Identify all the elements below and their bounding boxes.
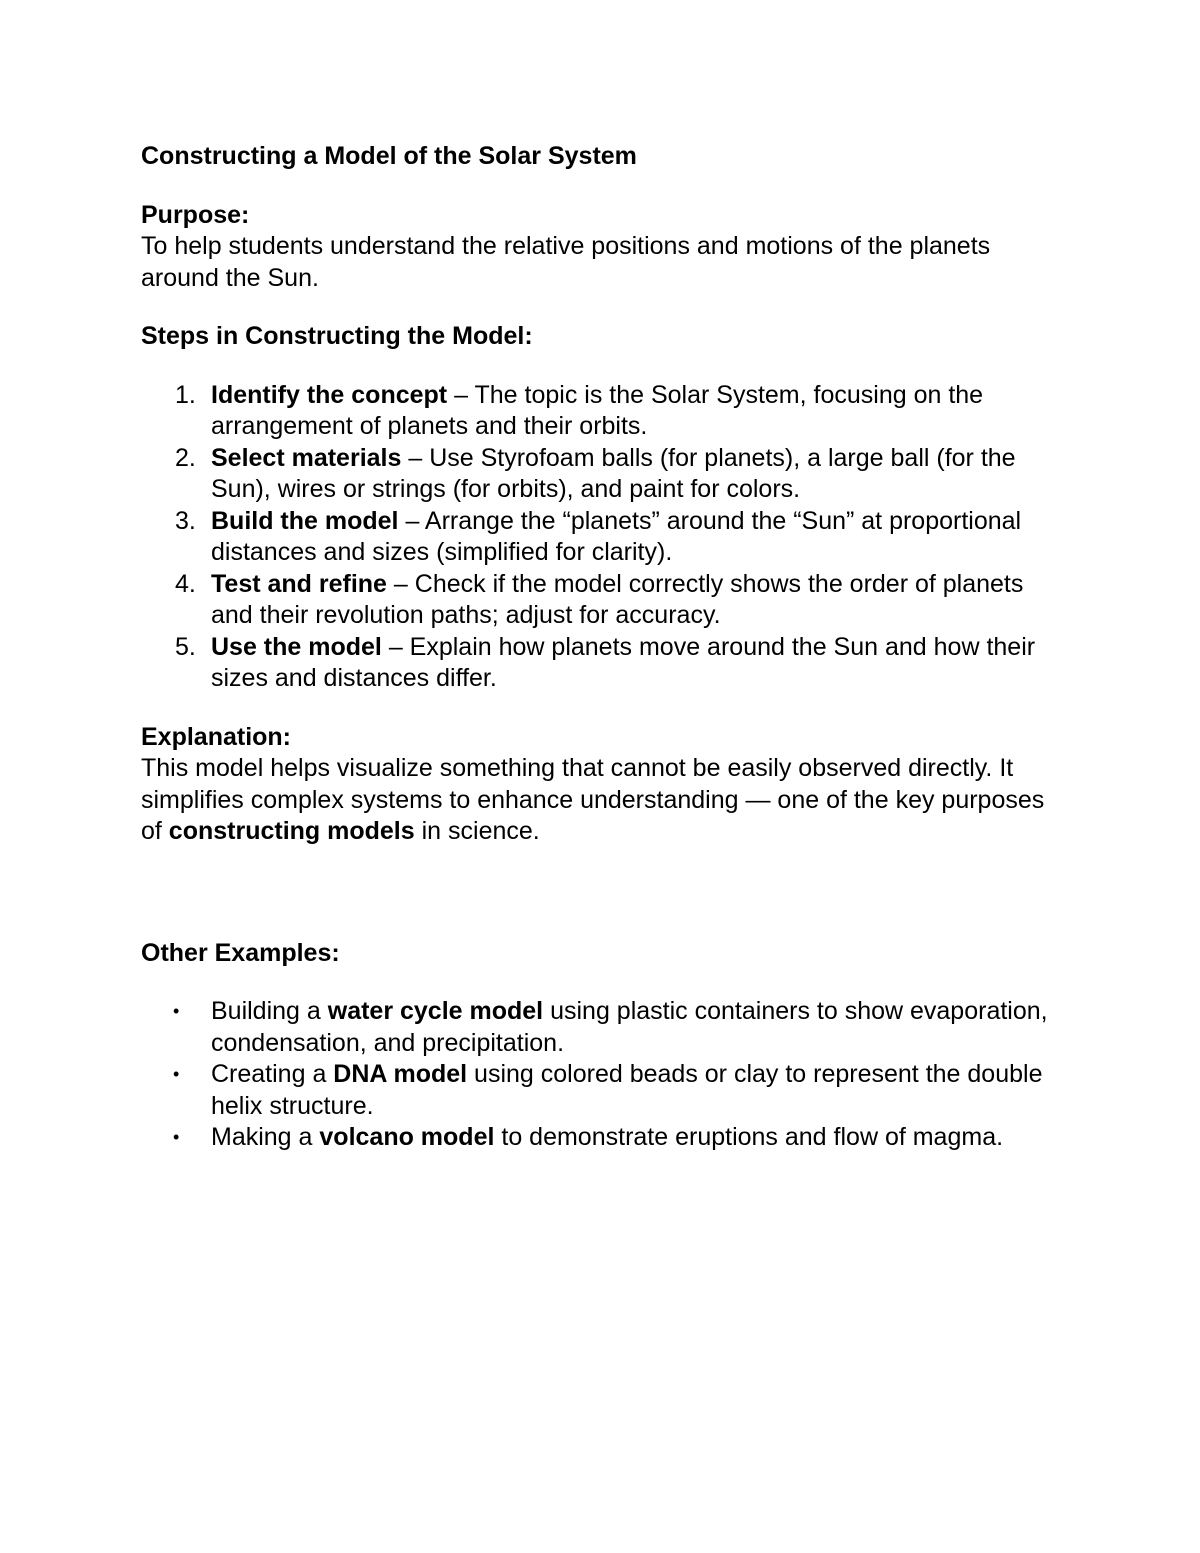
bullet-icon: • (173, 1127, 180, 1147)
example-bold: DNA model (333, 1060, 468, 1088)
example-text-start: Building a (211, 997, 328, 1025)
example-text-end: to demonstrate eruptions and flow of magma. (494, 1123, 1004, 1151)
list-item (141, 1059, 1071, 1122)
example-bold: water cycle model (327, 997, 544, 1025)
step-text: – Use Styrofoam balls (for planets), a large ball (for the Sun), wires or strings (for orbits), and paint for colors. (211, 443, 1016, 503)
examples-list (141, 996, 1071, 1154)
list-item (141, 1122, 1071, 1154)
purpose-text: To help students understand the relative positions and motions of the planets around the Sun. (141, 232, 991, 292)
step-text: – The topic is the Solar System, focusing on the arrangement of planets and their orbits. (211, 380, 984, 440)
list-item (141, 632, 1071, 695)
step-number: 4. (175, 569, 196, 598)
purpose-heading: Purpose: (141, 200, 250, 229)
step-number: 2. (175, 443, 196, 472)
step-number: 3. (175, 506, 196, 535)
step-title: Build the model (211, 506, 399, 535)
example-text-start: Making a (211, 1123, 320, 1151)
step-text: – Arrange the “planets” around the “Sun” at proportional distances and sizes (simplified for clarity). (211, 506, 1022, 566)
document-page (141, 141, 1071, 1154)
explanation-text-start: This model helps visualize something that cannot be easily observed directly. It simplifies complex systems to enhance understanding — one of the key purposes of (141, 754, 1045, 845)
list-item (141, 996, 1071, 1059)
explanation-text (141, 753, 1051, 848)
steps-heading: Steps in Constructing the Model: (141, 322, 533, 350)
explanation-text-end: in science. (414, 817, 540, 845)
step-title: Select materials (211, 443, 402, 472)
explanation-bold: constructing models (168, 817, 415, 845)
bullet-icon: • (173, 1064, 180, 1084)
step-number: 1. (175, 380, 196, 409)
list-item (141, 380, 1071, 443)
example-text-end: using colored beads or clay to represent the double helix structure. (211, 1060, 1043, 1120)
explanation-heading: Explanation: (141, 722, 292, 751)
step-title: Identify the concept (211, 380, 448, 409)
examples-heading: Other Examples: (141, 938, 340, 967)
example-text-end: using plastic containers to show evaporation, condensation, and precipitation. (211, 997, 1048, 1057)
bullet-icon: • (173, 1001, 180, 1021)
list-item (141, 569, 1071, 632)
step-title: Test and refine (211, 569, 387, 598)
step-number: 5. (175, 632, 196, 661)
example-bold: volcano model (319, 1123, 495, 1151)
example-text-start: Creating a (211, 1060, 334, 1088)
step-text: – Explain how planets move around the Sun and how their sizes and distances differ. (211, 632, 1036, 692)
step-text: – Check if the model correctly shows the order of planets and their revolution paths; adjust for accuracy. (211, 569, 1024, 629)
list-item (141, 443, 1071, 506)
list-item (141, 506, 1071, 569)
step-title: Use the model (211, 632, 382, 661)
document-title: Constructing a Model of the Solar System (141, 142, 637, 170)
steps-list (141, 380, 1071, 695)
